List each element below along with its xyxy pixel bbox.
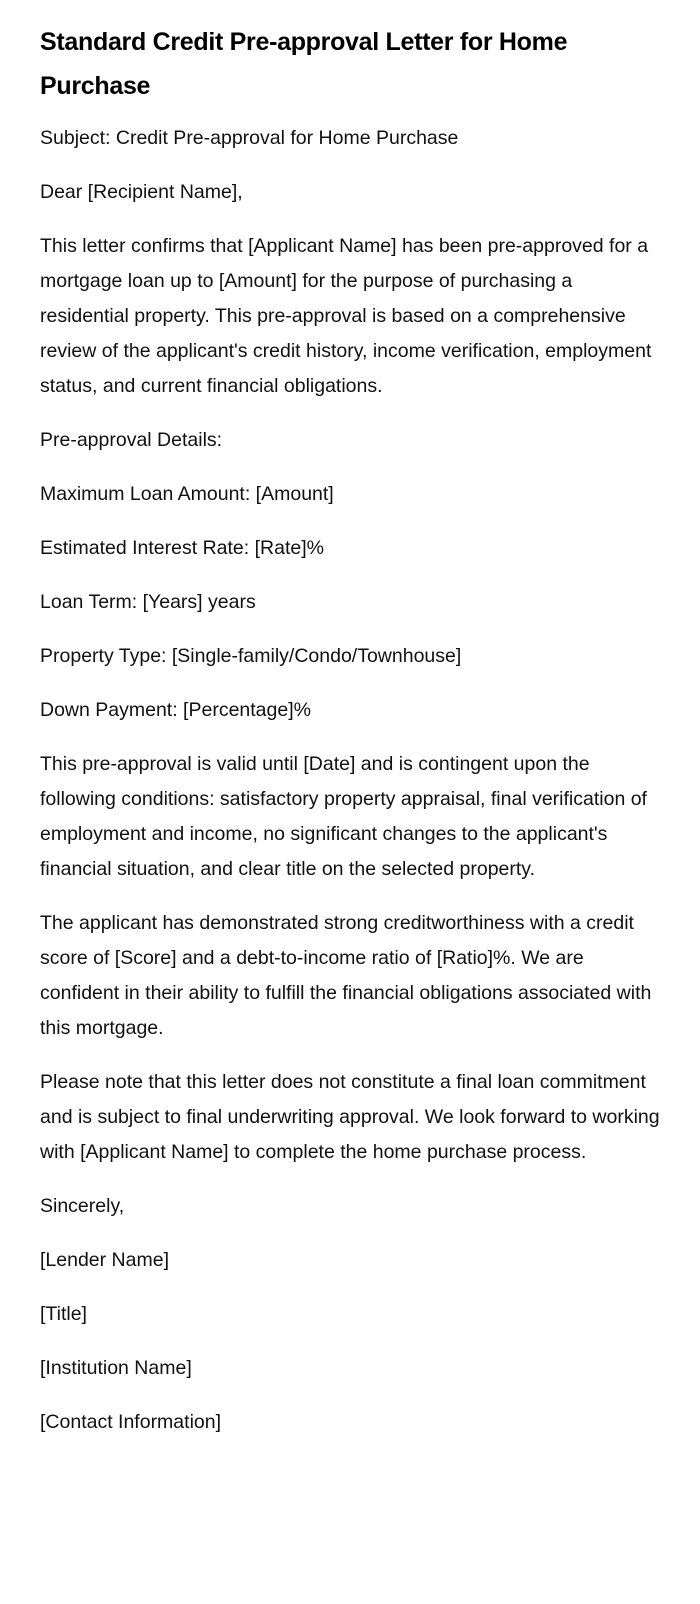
signature-lender-name: [Lender Name] (40, 1249, 169, 1271)
creditworthiness-paragraph: The applicant has demonstrated strong creditworthiness with a credit score of [Score] and a debt-to-income ratio of [Ratio]%. We are confident in their ability to fulfill the financial obligations associated with this mortgage. (40, 912, 652, 1039)
salutation: Dear [Recipient Name], (40, 181, 243, 203)
closing: Sincerely, (40, 1195, 125, 1217)
detail-property-type: Property Type: [Single-family/Condo/Townhouse] (40, 645, 462, 667)
signature-title: [Title] (40, 1303, 87, 1325)
intro-paragraph: This letter confirms that [Applicant Name] has been pre-approved for a mortgage loan up to [Amount] for the purpose of purchasing a residential property. This pre-approval is based on a comprehensive review of the applicant's credit history, income verification, employment status, and current financial obligations. (40, 235, 652, 397)
page-title: Standard Credit Pre-approval Letter for Home Purchase (40, 28, 568, 100)
detail-interest-rate: Estimated Interest Rate: [Rate]% (40, 537, 324, 559)
detail-down-payment: Down Payment: [Percentage]% (40, 699, 311, 721)
signature-contact: [Contact Information] (40, 1411, 222, 1433)
details-heading: Pre-approval Details: (40, 429, 223, 451)
note-paragraph: Please note that this letter does not constitute a final loan commitment and is subject to final underwriting approval. We look forward to working with [Applicant Name] to complete the home purchase process. (40, 1071, 660, 1163)
validity-paragraph: This pre-approval is valid until [Date] and is contingent upon the following conditions: satisfactory property appraisal, final verification of employment and income, no significant changes to the applicant's financial situation, and clear title on the selected property. (40, 753, 647, 880)
detail-max-loan-amount: Maximum Loan Amount: [Amount] (40, 483, 334, 505)
detail-loan-term: Loan Term: [Years] years (40, 591, 256, 613)
subject-line: Subject: Credit Pre-approval for Home Purchase (40, 127, 459, 149)
signature-institution: [Institution Name] (40, 1357, 192, 1379)
